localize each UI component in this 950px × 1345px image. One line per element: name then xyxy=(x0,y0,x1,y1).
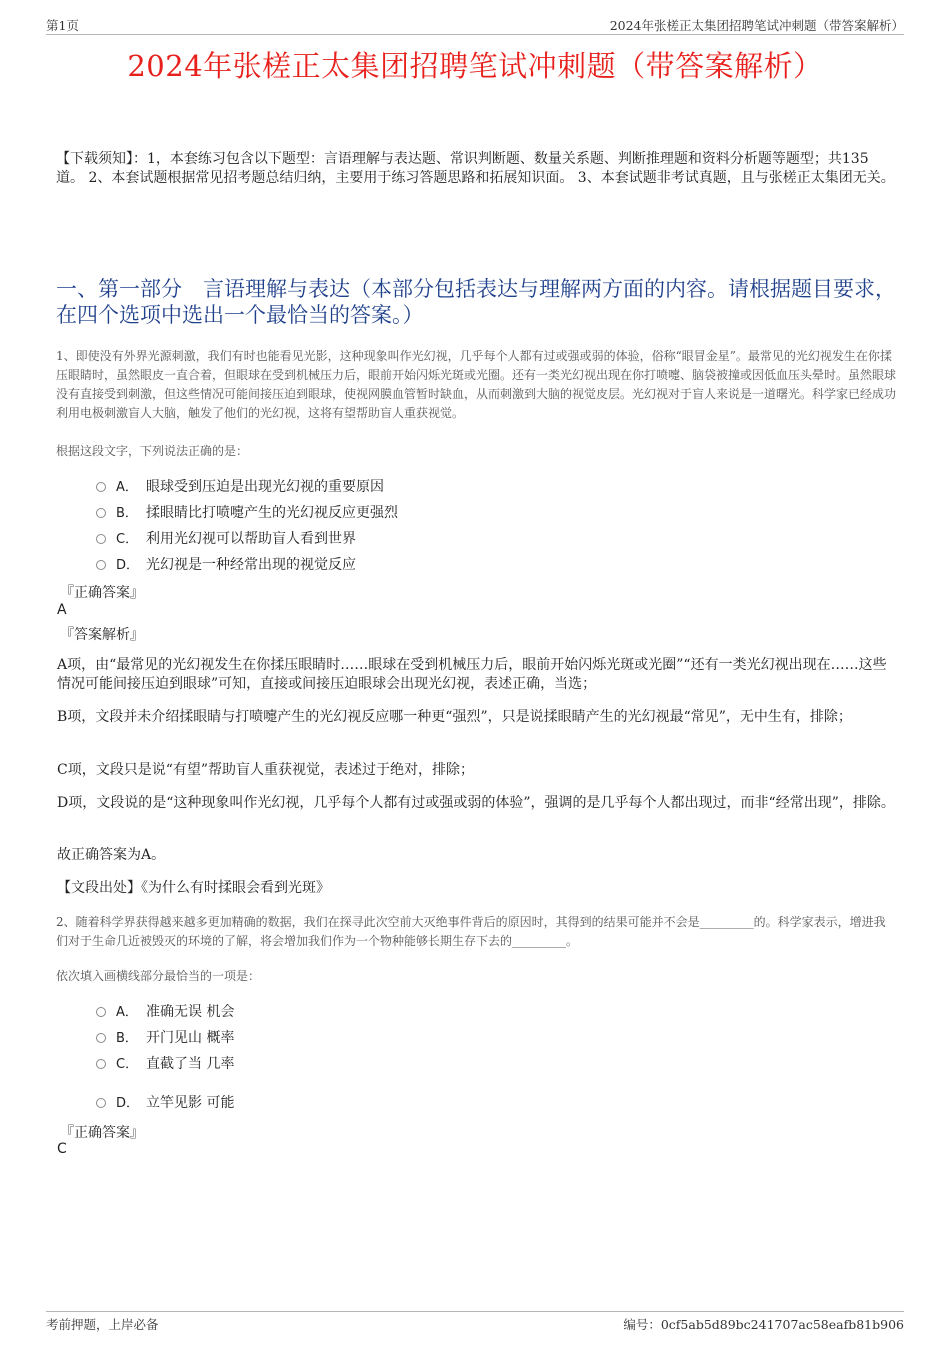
q1-source: 【文段出处】《为什么有时揉眼会看到光斑》 xyxy=(57,880,330,896)
q1-option-a[interactable]: A． 眼球受到压迫是出现光幻视的重要原因 xyxy=(96,477,384,497)
question-1-text: 1、即使没有外界光源刺激，我们有时也能看见光影，这种现象叫作光幻视，几乎每个人都有过或强或弱的体验，俗称“眼冒金星”。最常见的光幻视发生在你揉压眼睛时，虽然眼皮一直合着，但眼球在受到机械压力后，眼前开始闪烁光斑或光圈。还有一类光幻视出现在你打喷嚏、脑袋被撞或因低血压头晕时。虽然眼球没有直接受到刺激，但这些情况可能间接压迫到眼球，使视网膜血管暂时缺血，从而刺激到大脑的视觉皮层。光幻视对于盲人来说是一道曙光。科学家已经成功利用电极刺激盲人大脑，触发了他们的光幻视，这将有望帮助盲人重获视觉。 xyxy=(56,349,897,420)
q2-option-c[interactable]: C． 直截了当 几率 xyxy=(96,1054,234,1074)
q1-analysis-a: A项，由“最常见的光幻视发生在你揉压眼睛时……眼球在受到机械压力后，眼前开始闪烁光斑或光圈”“还有一类光幻视出现在……这些情况可能间接压迫到眼球”可知，直接或间接压迫眼球会出现光幻视，表述正确，当选； xyxy=(57,657,887,692)
page-header xyxy=(46,14,904,35)
radio-icon[interactable] xyxy=(96,560,106,570)
q1-analysis-d: D项，文段说的是“这种现象叫作光幻视，几乎每个人都有过或强或弱的体验”，强调的是几乎每个人都出现过，而非“经常出现”，排除。 xyxy=(57,795,895,811)
footer-serial: 编号：0cf5ab5d89bc241707ac58eafb81b906 xyxy=(623,1317,904,1332)
question-2-prompt: 依次填入画横线部分最恰当的一项是： xyxy=(56,969,261,983)
q1-option-c[interactable]: C． 利用光幻视可以帮助盲人看到世界 xyxy=(96,529,356,549)
question-1-prompt: 根据这段文字，下列说法正确的是： xyxy=(56,444,249,458)
radio-icon[interactable] xyxy=(96,1033,106,1043)
radio-icon[interactable] xyxy=(96,1059,106,1069)
radio-icon[interactable] xyxy=(96,482,106,492)
section-heading: 一、第一部分 言语理解与表达（本部分包括表达与理解两方面的内容。请根据题目要求，在四个选项中选出一个最恰当的答案。） xyxy=(56,277,896,327)
header-doc-title: 2024年张槎正太集团招聘笔试冲刺题（带答案解析） xyxy=(609,18,904,33)
document-title: 2024年张槎正太集团招聘笔试冲刺题（带答案解析） xyxy=(127,49,823,83)
q1-analysis-b: B项，文段并未介绍揉眼睛与打喷嚏产生的光幻视反应哪一种更“强烈”，只是说揉眼睛产生的光幻视最“常见”，无中生有，排除； xyxy=(57,709,852,725)
page-footer xyxy=(46,1311,904,1332)
q2-option-d[interactable]: D． 立竿见影 可能 xyxy=(96,1093,234,1113)
q2-answer: C xyxy=(57,1141,67,1157)
q1-option-d[interactable]: D． 光幻视是一种经常出现的视觉反应 xyxy=(96,555,356,575)
radio-icon[interactable] xyxy=(96,1098,106,1108)
q1-analysis-label: 『答案解析』 xyxy=(60,627,144,643)
footer-slogan: 考前押题，上岸必备 xyxy=(46,1317,159,1332)
q2-option-a[interactable]: A． 准确无误 机会 xyxy=(96,1002,234,1022)
q2-answer-label: 『正确答案』 xyxy=(60,1125,144,1141)
question-2-text: 2、随着科学界获得越来越多更加精确的数据，我们在探寻此次空前大灭绝事件背后的原因时，其得到的结果可能并不会是_________的。科学家表示，增进我们对于生命几近被毁灭的环境的了解，将会增加我们作为一个物种能够长期生存下去的_________。 xyxy=(56,915,886,948)
q1-answer-label: 『正确答案』 xyxy=(60,585,144,601)
q1-analysis-c: C项，文段只是说“有望”帮助盲人重获视觉，表述过于绝对，排除； xyxy=(57,762,475,778)
radio-icon[interactable] xyxy=(96,508,106,518)
q1-conclusion: 故正确答案为A。 xyxy=(57,847,166,863)
download-notice: 【下载须知】：1，本套练习包含以下题型：言语理解与表达题、常识判断题、数量关系题、判断推理题和资料分析题等题型；共135道。 2、本套试题根据常见招考题总结归纳，主要用于练习答题思路和拓展知识面。 3、本套试题非考试真题，且与张槎正太集团无关。 xyxy=(56,151,895,186)
page-number: 第1页 xyxy=(46,18,79,33)
q2-option-b[interactable]: B． 开门见山 概率 xyxy=(96,1028,234,1048)
q1-answer: A xyxy=(57,602,67,618)
radio-icon[interactable] xyxy=(96,1007,106,1017)
q1-option-b[interactable]: B． 揉眼睛比打喷嚏产生的光幻视反应更强烈 xyxy=(96,503,398,523)
radio-icon[interactable] xyxy=(96,534,106,544)
